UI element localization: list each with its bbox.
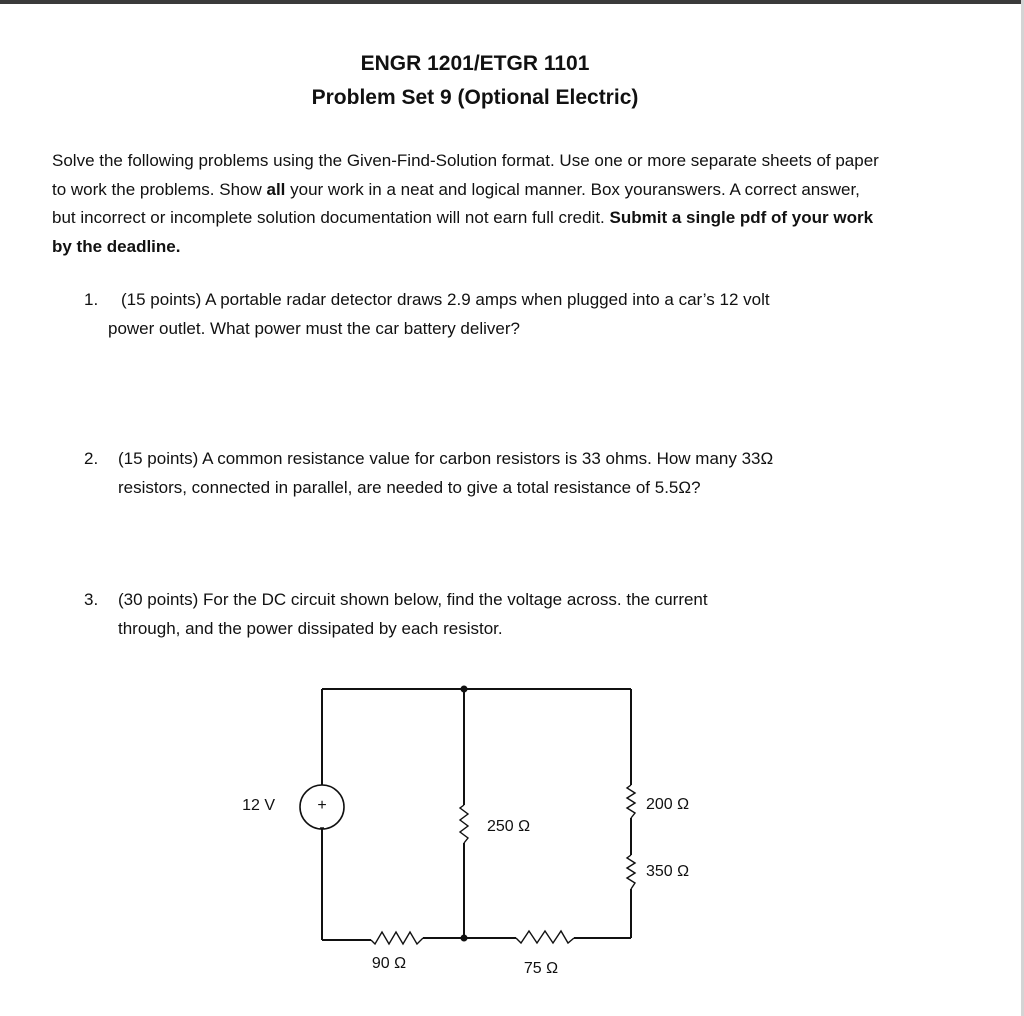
resistor-90-label: 90 Ω: [371, 955, 407, 972]
resistor-75: [516, 931, 574, 943]
instructions-text-1: Solve the following problems using the Given-Find-Solution format. Use one or more separate sheets of paper to work the problems. Show: [52, 151, 879, 199]
instructions-deadline: Submit a single pdf of your work by the deadline.: [52, 208, 874, 256]
source-minus-sign: -: [319, 819, 325, 836]
question-text-line-1: (15 points) A common resistance value for carbon resistors is 33 ohms. How many 33Ω: [118, 449, 774, 468]
question-text-line-2: power outlet. What power must the car battery deliver?: [108, 318, 520, 338]
question-text-line-2: resistors, connected in parallel, are needed to give a total resistance of 5.5Ω?: [118, 477, 701, 497]
question-text-line-1: (15 points) A portable radar detector draws 2.9 amps when plugged into a car’s 12 volt: [121, 290, 770, 309]
resistor-75-label: 75 Ω: [523, 960, 559, 977]
question-number: 2.: [84, 449, 99, 468]
question-number: 1.: [84, 290, 99, 309]
resistor-200: [627, 785, 635, 818]
source-plus-sign: +: [317, 797, 327, 814]
resistor-90: [371, 932, 423, 944]
instructions-bold-all: all: [266, 179, 286, 199]
question-text-line-1: (30 points) For the DC circuit shown below, find the voltage across. the current: [118, 590, 708, 609]
resistor-250: [460, 805, 468, 843]
resistor-350-label: 350 Ω: [646, 863, 690, 880]
junction-dot-top: [461, 686, 468, 693]
resistor-350: [627, 855, 635, 889]
question-number: 3.: [84, 590, 99, 609]
resistor-250-label: 250 Ω: [487, 818, 531, 835]
resistor-200-label: 200 Ω: [646, 796, 690, 813]
question-text-line-2: through, and the power dissipated by each resistor.: [118, 618, 503, 638]
instructions-text-2: your work in a neat and logical manner. Box youranswers. A correct answer, but incorrect or incomplete solution documentation will not earn full credit.: [52, 179, 860, 227]
problem-set-title: Problem Set 9 (Optional Electric): [311, 86, 639, 109]
course-title: ENGR 1201/ETGR 1101: [360, 52, 590, 75]
source-voltage-label: 12 V: [242, 797, 275, 814]
junction-dot-bottom: [461, 935, 468, 942]
